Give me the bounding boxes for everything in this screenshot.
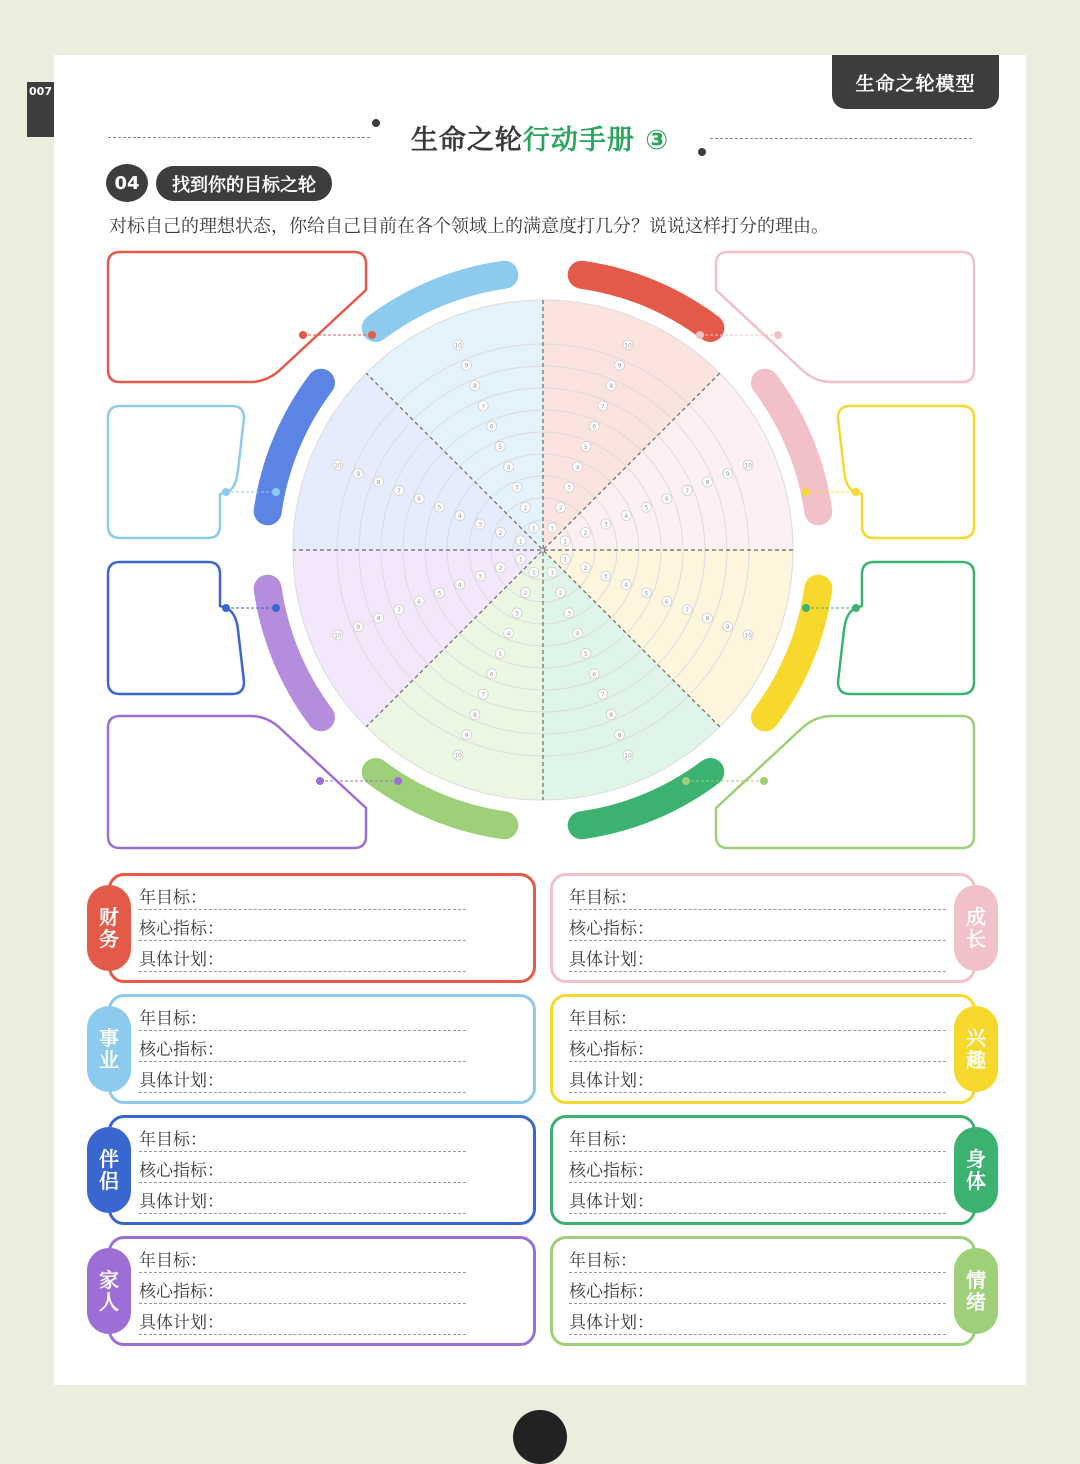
- label-char: 务: [99, 927, 119, 951]
- scale-label: 9: [464, 362, 469, 370]
- write-line-goal[interactable]: [139, 1151, 466, 1152]
- callout-box-5: [716, 716, 974, 848]
- callout-dot: [774, 331, 782, 339]
- scale-label: 9: [464, 732, 469, 740]
- goal-card-label: [87, 885, 131, 971]
- scale-label: 2: [523, 505, 528, 513]
- callout-dot: [760, 777, 768, 785]
- scale-label: 3: [515, 484, 519, 492]
- scale-label: 4: [575, 464, 580, 472]
- scale-label: 8: [472, 383, 477, 391]
- write-line-goal[interactable]: [139, 909, 466, 910]
- field-label-plan: 具体计划：: [139, 1192, 224, 1212]
- goal-card-label: [87, 1006, 131, 1092]
- write-line-goal[interactable]: [139, 1272, 466, 1273]
- write-line-plan[interactable]: [139, 971, 466, 972]
- callout-box-8: [108, 406, 244, 538]
- section-number: 04: [106, 164, 148, 202]
- field-label-kpi: 核心指标：: [569, 1282, 654, 1302]
- label-char: 财: [99, 905, 119, 929]
- scale-label: 10: [454, 342, 462, 350]
- field-label-plan: 具体计划：: [569, 1071, 654, 1091]
- write-line-kpi[interactable]: [569, 940, 946, 941]
- label-char: 兴: [966, 1026, 986, 1050]
- scale-label: 10: [744, 632, 752, 640]
- scale-label: 4: [457, 581, 462, 589]
- callout-dot: [316, 777, 324, 785]
- write-line-plan[interactable]: [139, 1334, 466, 1335]
- write-line-goal[interactable]: [569, 1151, 946, 1152]
- field-label-plan: 具体计划：: [569, 1192, 654, 1212]
- scale-label: 10: [624, 342, 632, 350]
- scale-label: 9: [725, 624, 730, 632]
- label-char: 趣: [966, 1048, 986, 1072]
- write-line-kpi[interactable]: [139, 1303, 466, 1304]
- scale-label: 7: [685, 607, 690, 615]
- field-label-kpi: 核心指标：: [569, 919, 654, 939]
- scale-label: 4: [575, 630, 580, 638]
- goal-card-label: [954, 885, 998, 971]
- callout-dot: [272, 604, 280, 612]
- scale-label: 1: [518, 556, 523, 564]
- scale-label: 9: [725, 470, 730, 478]
- scale-label: 10: [334, 462, 342, 470]
- field-label-goal: 年目标：: [139, 888, 207, 908]
- scale-label: 7: [600, 403, 605, 411]
- callout-box-4: [838, 562, 974, 694]
- label-char: 情: [966, 1268, 986, 1292]
- callout-dot: [802, 488, 810, 496]
- write-line-plan[interactable]: [569, 1213, 946, 1214]
- label-char: 家: [99, 1268, 119, 1292]
- field-label-goal: 年目标：: [139, 1251, 207, 1271]
- scale-label: 6: [417, 598, 422, 606]
- callout-dot: [802, 604, 810, 612]
- callout-box-1: [108, 252, 366, 382]
- scale-label: 9: [356, 624, 361, 632]
- scale-label: 2: [558, 505, 563, 513]
- scale-label: 2: [523, 589, 528, 597]
- label-char: 事: [99, 1026, 119, 1050]
- scale-label: 8: [609, 711, 614, 719]
- callout-box-3: [838, 406, 974, 538]
- scale-label: 5: [644, 504, 649, 512]
- scale-label: 5: [498, 650, 503, 658]
- write-line-kpi[interactable]: [139, 1182, 466, 1183]
- scale-label: 10: [334, 632, 342, 640]
- label-char: 长: [966, 927, 986, 951]
- callout-box-6: [108, 716, 366, 848]
- field-label-kpi: 核心指标：: [139, 919, 224, 939]
- scale-label: 10: [454, 752, 462, 760]
- scale-label: 7: [600, 691, 605, 699]
- label-char: 业: [99, 1048, 119, 1072]
- callout-dot: [394, 777, 402, 785]
- field-label-kpi: 核心指标：: [139, 1282, 224, 1302]
- goal-card-label: [87, 1127, 131, 1213]
- scale-label: 5: [437, 590, 442, 598]
- scale-label: 7: [396, 607, 401, 615]
- field-label-kpi: 核心指标：: [569, 1161, 654, 1181]
- scale-label: 3: [567, 610, 571, 618]
- brand-logo: [513, 1410, 567, 1464]
- page-number: 007: [27, 82, 54, 137]
- scale-label: 5: [583, 650, 588, 658]
- write-line-kpi[interactable]: [569, 1182, 946, 1183]
- scale-label: 3: [478, 573, 483, 581]
- callout-dot: [852, 604, 860, 612]
- scale-label: 6: [489, 671, 494, 679]
- write-line-goal[interactable]: [569, 1030, 946, 1031]
- callout-dot: [682, 777, 690, 785]
- scale-label: 3: [567, 484, 571, 492]
- scale-label: 5: [583, 444, 588, 452]
- goal-card-label: [954, 1006, 998, 1092]
- write-line-plan[interactable]: [569, 1092, 946, 1093]
- scale-label: 8: [376, 479, 381, 487]
- scale-label: 3: [603, 521, 608, 529]
- write-line-goal[interactable]: [569, 1272, 946, 1273]
- field-label-goal: 年目标：: [569, 888, 637, 908]
- scale-label: 2: [558, 589, 563, 597]
- scale-label: 3: [515, 610, 519, 618]
- scale-label: 1: [531, 569, 536, 577]
- scale-label: 1: [531, 525, 536, 533]
- field-label-goal: 年目标：: [139, 1130, 207, 1150]
- instruction-text: 对标自己的理想状态，你给自己目前在各个领域上的满意度打几分？说说这样打分的理由。: [109, 216, 829, 237]
- callout-dot: [368, 331, 376, 339]
- section-title: 找到你的目标之轮: [156, 166, 332, 201]
- goal-card-label: [954, 1127, 998, 1213]
- write-line-kpi[interactable]: [139, 940, 466, 941]
- scale-label: 6: [592, 423, 597, 431]
- scale-label: 4: [506, 630, 511, 638]
- label-char: 体: [966, 1169, 986, 1193]
- write-line-plan[interactable]: [139, 1213, 466, 1214]
- label-char: 成: [966, 905, 986, 929]
- scale-label: 3: [478, 521, 483, 529]
- scale-label: 7: [481, 691, 486, 699]
- scale-label: 9: [617, 362, 622, 370]
- goal-card-label: [954, 1248, 998, 1334]
- scale-label: 5: [437, 504, 442, 512]
- scale-label: 4: [624, 513, 629, 521]
- label-char: 身: [966, 1147, 986, 1171]
- field-label-goal: 年目标：: [569, 1130, 637, 1150]
- scale-label: 4: [457, 513, 462, 521]
- scale-label: 6: [417, 496, 422, 504]
- scale-label: 9: [356, 470, 361, 478]
- scale-label: 2: [583, 529, 588, 537]
- label-char: 绪: [966, 1290, 986, 1314]
- callout-dot: [222, 604, 230, 612]
- field-label-goal: 年目标：: [569, 1251, 637, 1271]
- scale-label: 5: [644, 590, 649, 598]
- scale-label: 2: [498, 565, 503, 573]
- field-label-kpi: 核心指标：: [569, 1040, 654, 1060]
- field-label-kpi: 核心指标：: [139, 1040, 224, 1060]
- scale-label: 3: [603, 573, 608, 581]
- scale-label: 1: [563, 556, 568, 564]
- write-line-plan[interactable]: [569, 1334, 946, 1335]
- field-label-plan: 具体计划：: [139, 1313, 224, 1333]
- callout-dot: [696, 331, 704, 339]
- callout-dot: [272, 488, 280, 496]
- callout-box-7: [108, 562, 244, 694]
- write-line-plan[interactable]: [569, 971, 946, 972]
- scale-label: 6: [489, 423, 494, 431]
- scale-label: 8: [705, 479, 710, 487]
- scale-label: 8: [472, 711, 477, 719]
- scale-label: 7: [396, 487, 401, 495]
- scale-label: 4: [624, 581, 629, 589]
- scale-label: 6: [664, 496, 669, 504]
- scale-label: 7: [481, 403, 486, 411]
- scale-label: 6: [664, 598, 669, 606]
- scale-label: 1: [550, 569, 555, 577]
- scale-label: 10: [744, 462, 752, 470]
- callout-dot: [299, 331, 307, 339]
- scale-label: 2: [498, 529, 503, 537]
- scale-label: 1: [563, 538, 568, 546]
- label-char: 侣: [99, 1169, 119, 1193]
- goal-card-label: [87, 1248, 131, 1334]
- scale-label: 1: [550, 525, 555, 533]
- write-line-goal[interactable]: [139, 1030, 466, 1031]
- field-label-plan: 具体计划：: [569, 1313, 654, 1333]
- label-char: 人: [99, 1290, 119, 1314]
- scale-label: 6: [592, 671, 597, 679]
- label-char: 伴: [99, 1147, 119, 1171]
- field-label-plan: 具体计划：: [139, 1071, 224, 1091]
- write-line-plan[interactable]: [139, 1092, 466, 1093]
- field-label-kpi: 核心指标：: [139, 1161, 224, 1181]
- callout-dot: [222, 488, 230, 496]
- scale-label: 5: [498, 444, 503, 452]
- field-label-plan: 具体计划：: [139, 950, 224, 970]
- page-title: 生命之轮行动手册 ③: [410, 125, 670, 156]
- field-label-plan: 具体计划：: [569, 950, 654, 970]
- scale-label: 10: [624, 752, 632, 760]
- callout-box-2: [716, 252, 974, 382]
- scale-label: 2: [583, 565, 588, 573]
- section-tag: 生命之轮模型: [832, 55, 999, 109]
- scale-label: 4: [506, 464, 511, 472]
- scale-label: 9: [617, 732, 622, 740]
- write-line-kpi[interactable]: [139, 1061, 466, 1062]
- scale-label: 1: [518, 538, 523, 546]
- callout-dot: [852, 488, 860, 496]
- write-line-kpi[interactable]: [569, 1061, 946, 1062]
- write-line-kpi[interactable]: [569, 1303, 946, 1304]
- field-label-goal: 年目标：: [569, 1009, 637, 1029]
- field-label-goal: 年目标：: [139, 1009, 207, 1029]
- scale-label: 7: [685, 487, 690, 495]
- write-line-goal[interactable]: [569, 909, 946, 910]
- scale-label: 8: [705, 615, 710, 623]
- scale-label: 8: [609, 383, 614, 391]
- scale-label: 8: [376, 615, 381, 623]
